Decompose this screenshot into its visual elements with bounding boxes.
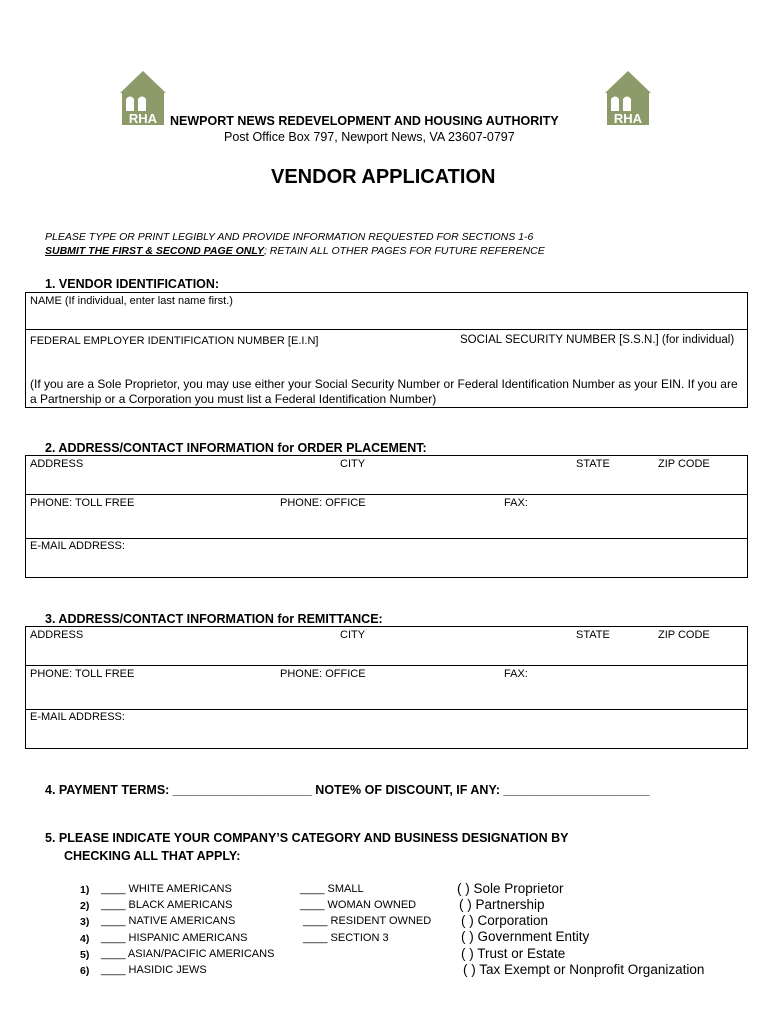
size-section-3[interactable]: ____ SECTION 3 (303, 932, 389, 944)
designation-sole-proprietor[interactable]: ( ) Sole Proprietor (457, 881, 564, 896)
order-phone-field[interactable] (26, 495, 747, 538)
payment-terms-line: 4. PAYMENT TERMS: ____________________ NOTE% OF DISCOUNT, IF ANY: _____________________ (45, 783, 650, 797)
remit-email-field[interactable] (26, 710, 747, 748)
address-label: ADDRESS (30, 629, 84, 641)
phone-office-label: PHONE: OFFICE (280, 668, 366, 680)
category-native-americans[interactable]: ____ NATIVE AMERICANS (101, 915, 236, 927)
instructions-line1: PLEASE TYPE OR PRINT LEGIBLY AND PROVIDE INFORMATION REQUESTED FOR SECTIONS 1-6 (45, 231, 534, 243)
category-number: 5) (80, 949, 90, 961)
zip-label: ZIP CODE (658, 629, 710, 641)
designation-trust-or-estate[interactable]: ( ) Trust or Estate (461, 946, 566, 961)
order-email-field[interactable] (26, 539, 747, 577)
phone-toll-free-label: PHONE: TOLL FREE (30, 497, 135, 509)
org-name: NEWPORT NEWS REDEVELOPMENT AND HOUSING AUTHORITY (170, 114, 559, 128)
category-hispanic-americans[interactable]: ____ HISPANIC AMERICANS (101, 932, 248, 944)
section5-title-line1: 5. PLEASE INDICATE YOUR COMPANY’S CATEGORY AND BUSINESS DESIGNATION BY (45, 831, 569, 845)
vendor-identification-box (25, 292, 748, 408)
payment-terms-field[interactable] (190, 780, 345, 798)
section1-title: 1. VENDOR IDENTIFICATION: (45, 277, 220, 291)
zip-label: ZIP CODE (658, 458, 710, 470)
instructions-emphasis: SUBMIT THE FIRST & SECOND PAGE ONLY (45, 245, 264, 257)
ein-field-label: FEDERAL EMPLOYER IDENTIFICATION NUMBER [E.I.N] (30, 335, 319, 347)
phone-office-label: PHONE: OFFICE (280, 497, 366, 509)
email-label: E-MAIL ADDRESS: (30, 540, 125, 552)
category-white-americans[interactable]: ____ WHITE AMERICANS (101, 883, 232, 895)
category-number: 1) (80, 884, 90, 896)
category-number: 3) (80, 916, 90, 928)
ein-note: (If you are a Sole Proprietor, you may use either your Social Security Number or Federal Identification Number as your EIN. If you are a Partnership or a Corporation you must list a Federal Identification Number) (30, 377, 738, 406)
city-label: CITY (340, 629, 366, 641)
section3-title: 3. ADDRESS/CONTACT INFORMATION for REMITTANCE: (45, 612, 383, 626)
logo-text: RHA (128, 111, 158, 125)
order-placement-box (25, 455, 748, 578)
category-hasidic-jews[interactable]: ____ HASIDIC JEWS (101, 964, 207, 976)
designation-corporation[interactable]: ( ) Corporation (461, 913, 549, 928)
ein-field[interactable] (26, 330, 456, 366)
remittance-box (25, 626, 748, 749)
fax-label: FAX: (504, 668, 528, 680)
category-asian-pacific-americans[interactable]: ____ ASIAN/PACIFIC AMERICANS (101, 948, 275, 960)
instructions-rest: ; RETAIN ALL OTHER PAGES FOR FUTURE REFERENCE (263, 245, 545, 257)
remit-phone-field[interactable] (26, 666, 747, 709)
state-label: STATE (576, 629, 610, 641)
name-field[interactable] (26, 293, 747, 329)
designation-government-entity[interactable]: ( ) Government Entity (461, 929, 590, 944)
category-number: 6) (80, 965, 90, 977)
ssn-field[interactable] (456, 330, 747, 366)
size-woman-owned[interactable]: ____ WOMAN OWNED (300, 899, 417, 911)
designation-partnership[interactable]: ( ) Partnership (459, 897, 545, 912)
category-number: 4) (80, 933, 90, 945)
state-label: STATE (576, 458, 610, 470)
logo-text: RHA (613, 111, 643, 125)
org-address: Post Office Box 797, Newport News, VA 23607-0797 (224, 130, 515, 144)
size-resident-owned[interactable]: ____ RESIDENT OWNED (303, 915, 432, 927)
document-title: VENDOR APPLICATION (271, 166, 496, 188)
phone-toll-free-label: PHONE: TOLL FREE (30, 668, 135, 680)
instructions-line2 (45, 245, 545, 257)
category-number: 2) (80, 900, 90, 912)
address-label: ADDRESS (30, 458, 84, 470)
discount-field[interactable] (557, 780, 722, 798)
order-address-field[interactable] (26, 456, 747, 494)
section2-title: 2. ADDRESS/CONTACT INFORMATION for ORDER PLACEMENT: (45, 441, 427, 455)
rha-logo-left (116, 69, 170, 125)
designation-tax-exempt-nonprofit[interactable]: ( ) Tax Exempt or Nonprofit Organization (463, 962, 705, 977)
email-label: E-MAIL ADDRESS: (30, 711, 125, 723)
city-label: CITY (340, 458, 366, 470)
size-small[interactable]: ____ SMALL (300, 883, 364, 895)
ssn-field-label: SOCIAL SECURITY NUMBER [S.S.N.] (for individual) (460, 334, 735, 346)
rha-logo-right (601, 69, 655, 125)
remit-address-field[interactable] (26, 627, 747, 665)
category-black-americans[interactable]: ____ BLACK AMERICANS (101, 899, 233, 911)
fax-label: FAX: (504, 497, 528, 509)
section5-title-line2: CHECKING ALL THAT APPLY: (64, 849, 241, 863)
name-field-label: NAME (If individual, enter last name first.) (30, 295, 233, 307)
